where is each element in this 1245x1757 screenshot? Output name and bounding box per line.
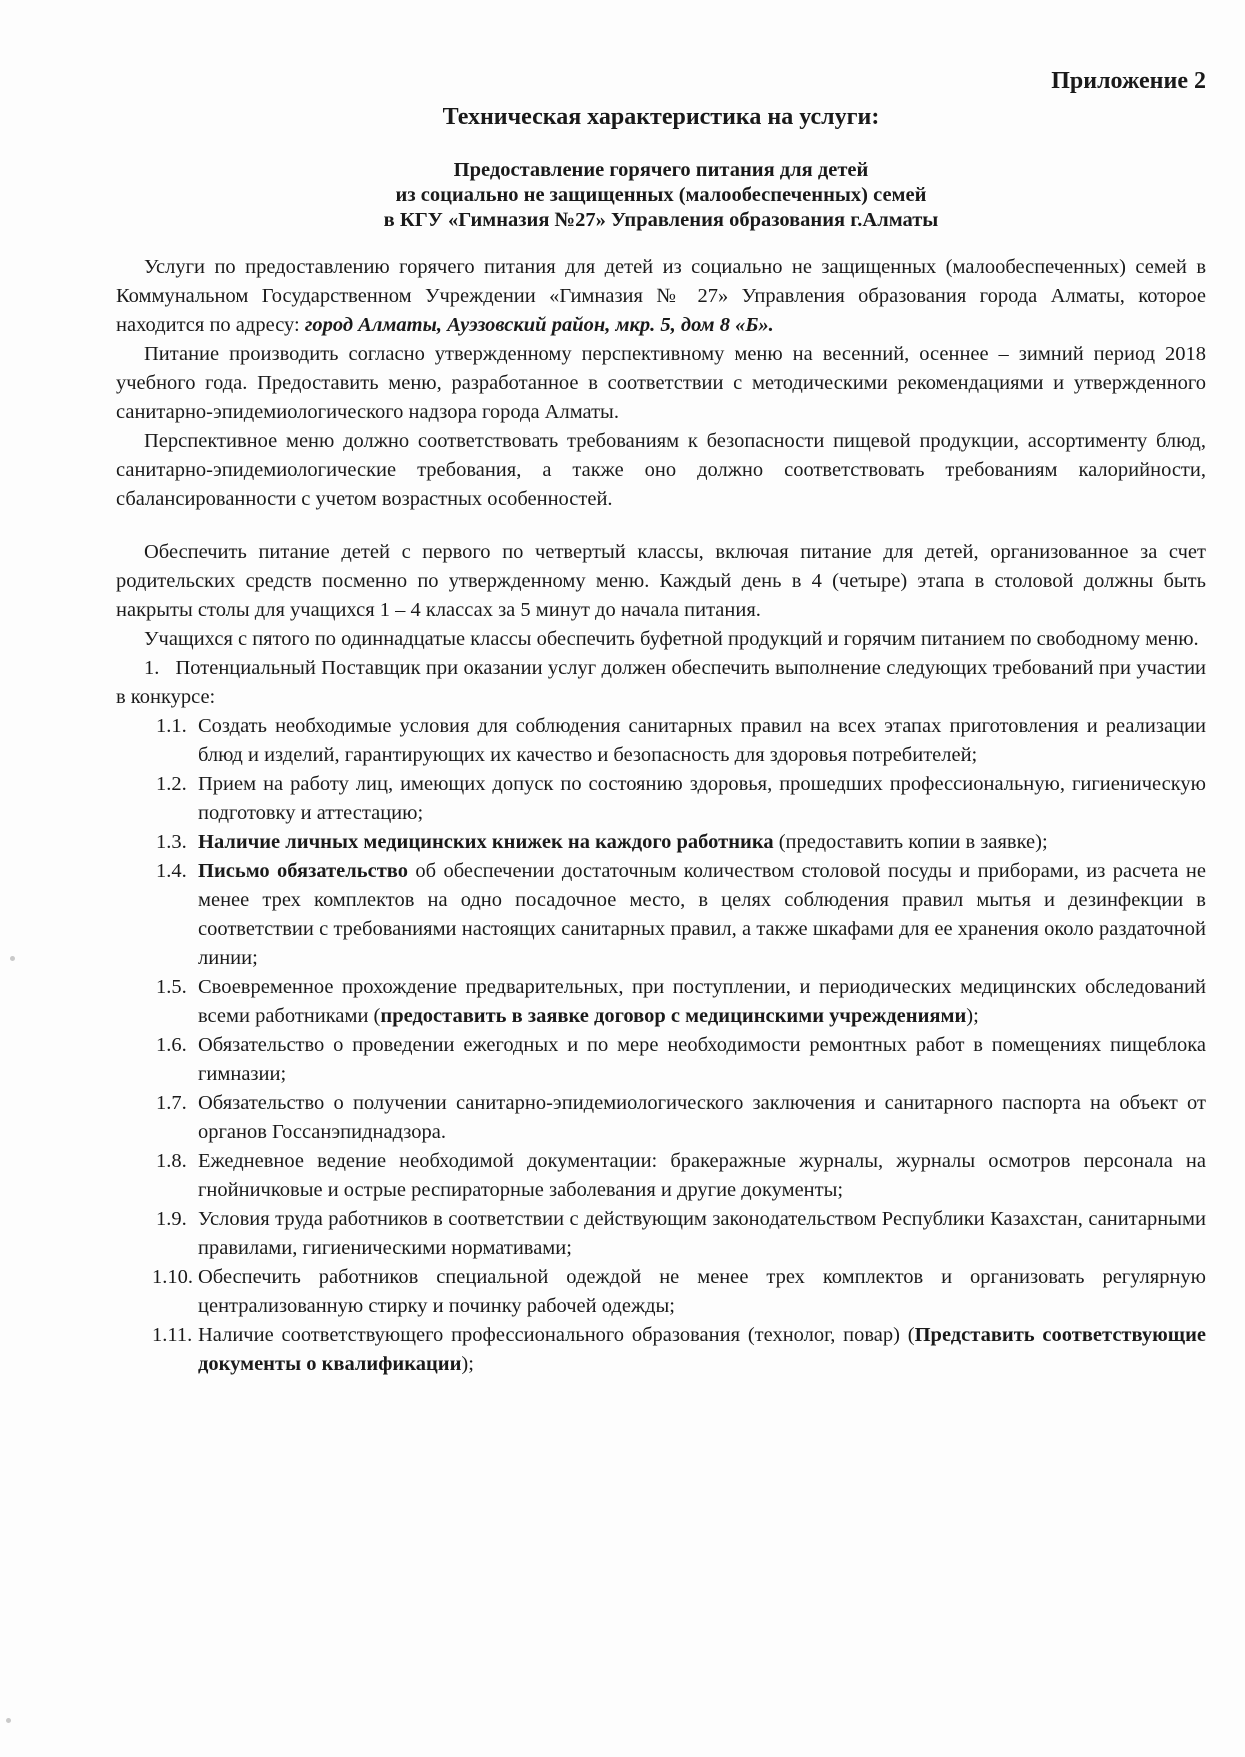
requirements-intro-text: Потенциальный Поставщик при оказании услуг должен обеспечить выполнение следующих требований при участии в конкурсе: xyxy=(116,657,1207,708)
list-item xyxy=(116,1031,1206,1089)
senior-classes-paragraph: Учащихся с пятого по одиннадцатые классы обеспечить буфетной продукций и горячим питанием по свободному меню. xyxy=(144,628,1199,650)
menu-paragraph: Питание производить согласно утвержденному перспективному меню на весенний, осеннее – зимний период 2018 учебного года. Предоставить меню, разработанное в соответствии с методическими рекомендациями и утвержденного санитарно-эпидемиологического надзора города Алматы. xyxy=(116,343,1206,423)
subtitle-line: Предоставление горячего питания для детей xyxy=(453,159,869,181)
item-text-tail: ); xyxy=(461,1353,474,1375)
document-content xyxy=(116,66,1206,1379)
document-subtitle xyxy=(116,158,1206,233)
item-text: Ежедневное ведение необходимой документации: бракеражные журналы, журналы осмотров персонала на гнойничковые и острые респираторные заболевания и другие документы; xyxy=(198,1150,1206,1201)
item-number: 1.11. xyxy=(152,1324,193,1346)
item-number: 1.1. xyxy=(156,715,187,737)
item-number: 1.10. xyxy=(152,1266,193,1288)
item-text: об обеспечении достаточным количеством столовой посуды и приборами, из расчета не менее трех комплектов на одно посадочное место, в целях соблюдения правил мытья и дезинфекции в соответствии с требованиями настоящих санитарных правил, а также шкафами для ее хранения около раздаточной линии; xyxy=(198,860,1206,969)
list-item xyxy=(116,1089,1206,1147)
requirements-number: 1. xyxy=(144,657,160,679)
item-text: Обязательство о получении санитарно-эпидемиологического заключения и санитарного паспорта на объект от органов Госсанэпиднадзора. xyxy=(198,1092,1206,1143)
item-text-tail: ); xyxy=(966,1005,979,1027)
appendix-label: Приложение 2 xyxy=(1051,68,1206,94)
item-bold-text: Наличие личных медицинских книжек на каждого работника xyxy=(198,831,774,853)
list-item xyxy=(116,1205,1206,1263)
item-number: 1.9. xyxy=(156,1208,187,1230)
list-item xyxy=(116,712,1206,770)
item-number: 1.3. xyxy=(156,831,187,853)
item-number: 1.5. xyxy=(156,976,187,998)
item-text: Условия труда работников в соответствии с действующим законодательством Республики Казахстан, санитарными правилами, гигиеническими нормативами; xyxy=(198,1208,1206,1259)
item-text: Обеспечить работников специальной одеждой не менее трех комплектов и организовать регулярную централизованную стирку и починку рабочей одежды; xyxy=(198,1266,1206,1317)
address-text: город Алматы, Ауэзовский район, мкр. 5, дом 8 «Б». xyxy=(304,314,774,336)
item-text: Создать необходимые условия для соблюдения санитарных правил на всех этапах приготовления и реализации блюд и изделий, гарантирующих их качество и безопасность для здоровья потребителей; xyxy=(198,715,1206,766)
item-number: 1.6. xyxy=(156,1034,187,1056)
list-item xyxy=(116,857,1206,973)
item-number: 1.7. xyxy=(156,1092,187,1114)
intro-paragraph-text: Услуги по предоставлению горячего питания для детей из социально не защищенных (малообеспеченных) семей в Коммунальном Государственном Учреждении «Гимназия № 27» Управления образования города Алматы, которое находится по адресу: xyxy=(116,256,1206,336)
list-item xyxy=(116,1147,1206,1205)
requirements-list xyxy=(116,712,1206,1379)
subtitle-line: в КГУ «Гимназия №27» Управления образования г.Алматы xyxy=(383,209,939,231)
menu-requirements-paragraph: Перспективное меню должно соответствовать требованиям к безопасности пищевой продукции, ассортименту блюд, санитарно-эпидемиологические требования, а также оно должно соответствовать требованиям калорийности, сбалансированности с учетом возрастных особенностей. xyxy=(116,430,1206,510)
item-number: 1.8. xyxy=(156,1150,187,1172)
list-item xyxy=(116,1263,1206,1321)
item-text: Обязательство о проведении ежегодных и по мере необходимости ремонтных работ в помещениях пищеблока гимназии; xyxy=(198,1034,1206,1085)
item-number: 1.4. xyxy=(156,860,187,882)
scan-speck xyxy=(10,956,15,961)
item-text: Прием на работу лиц, имеющих допуск по состоянию здоровья, прошедших профессиональную, гигиеническую подготовку и аттестацию; xyxy=(198,773,1206,824)
item-text: Наличие соответствующего профессионального образования (технолог, повар) ( xyxy=(198,1324,915,1346)
requirements-intro xyxy=(116,654,1206,712)
document-title: Техническая характеристика на услуги: xyxy=(442,104,880,130)
primary-classes-paragraph: Обеспечить питание детей с первого по четвертый классы, включая питание для детей, организованное за счет родительских средств посменно по утвержденному меню. Каждый день в 4 (четыре) этапа в столовой должны быть накрыты столы для учащихся 1 – 4 классах за 5 минут до начала питания. xyxy=(116,541,1206,621)
item-bold-text: предоставить в заявке договор с медицинскими учреждениями xyxy=(380,1005,967,1027)
intro-paragraph xyxy=(116,253,1206,340)
item-text: (предоставить копии в заявке); xyxy=(773,831,1048,853)
item-number: 1.2. xyxy=(156,773,187,795)
item-bold-text: Представить соответствующие документы о квалификации xyxy=(198,1324,1206,1375)
item-text: Своевременное прохождение предварительных, при поступлении, и периодических медицинских обследований всеми работниками ( xyxy=(198,976,1206,1027)
scan-speck xyxy=(6,1718,11,1723)
item-bold-text: Письмо обязательство xyxy=(198,860,408,882)
list-item xyxy=(116,973,1206,1031)
list-item xyxy=(116,828,1206,857)
list-item xyxy=(116,1321,1206,1379)
subtitle-line: из социально не защищенных (малообеспеченных) семей xyxy=(395,184,927,206)
list-item xyxy=(116,770,1206,828)
